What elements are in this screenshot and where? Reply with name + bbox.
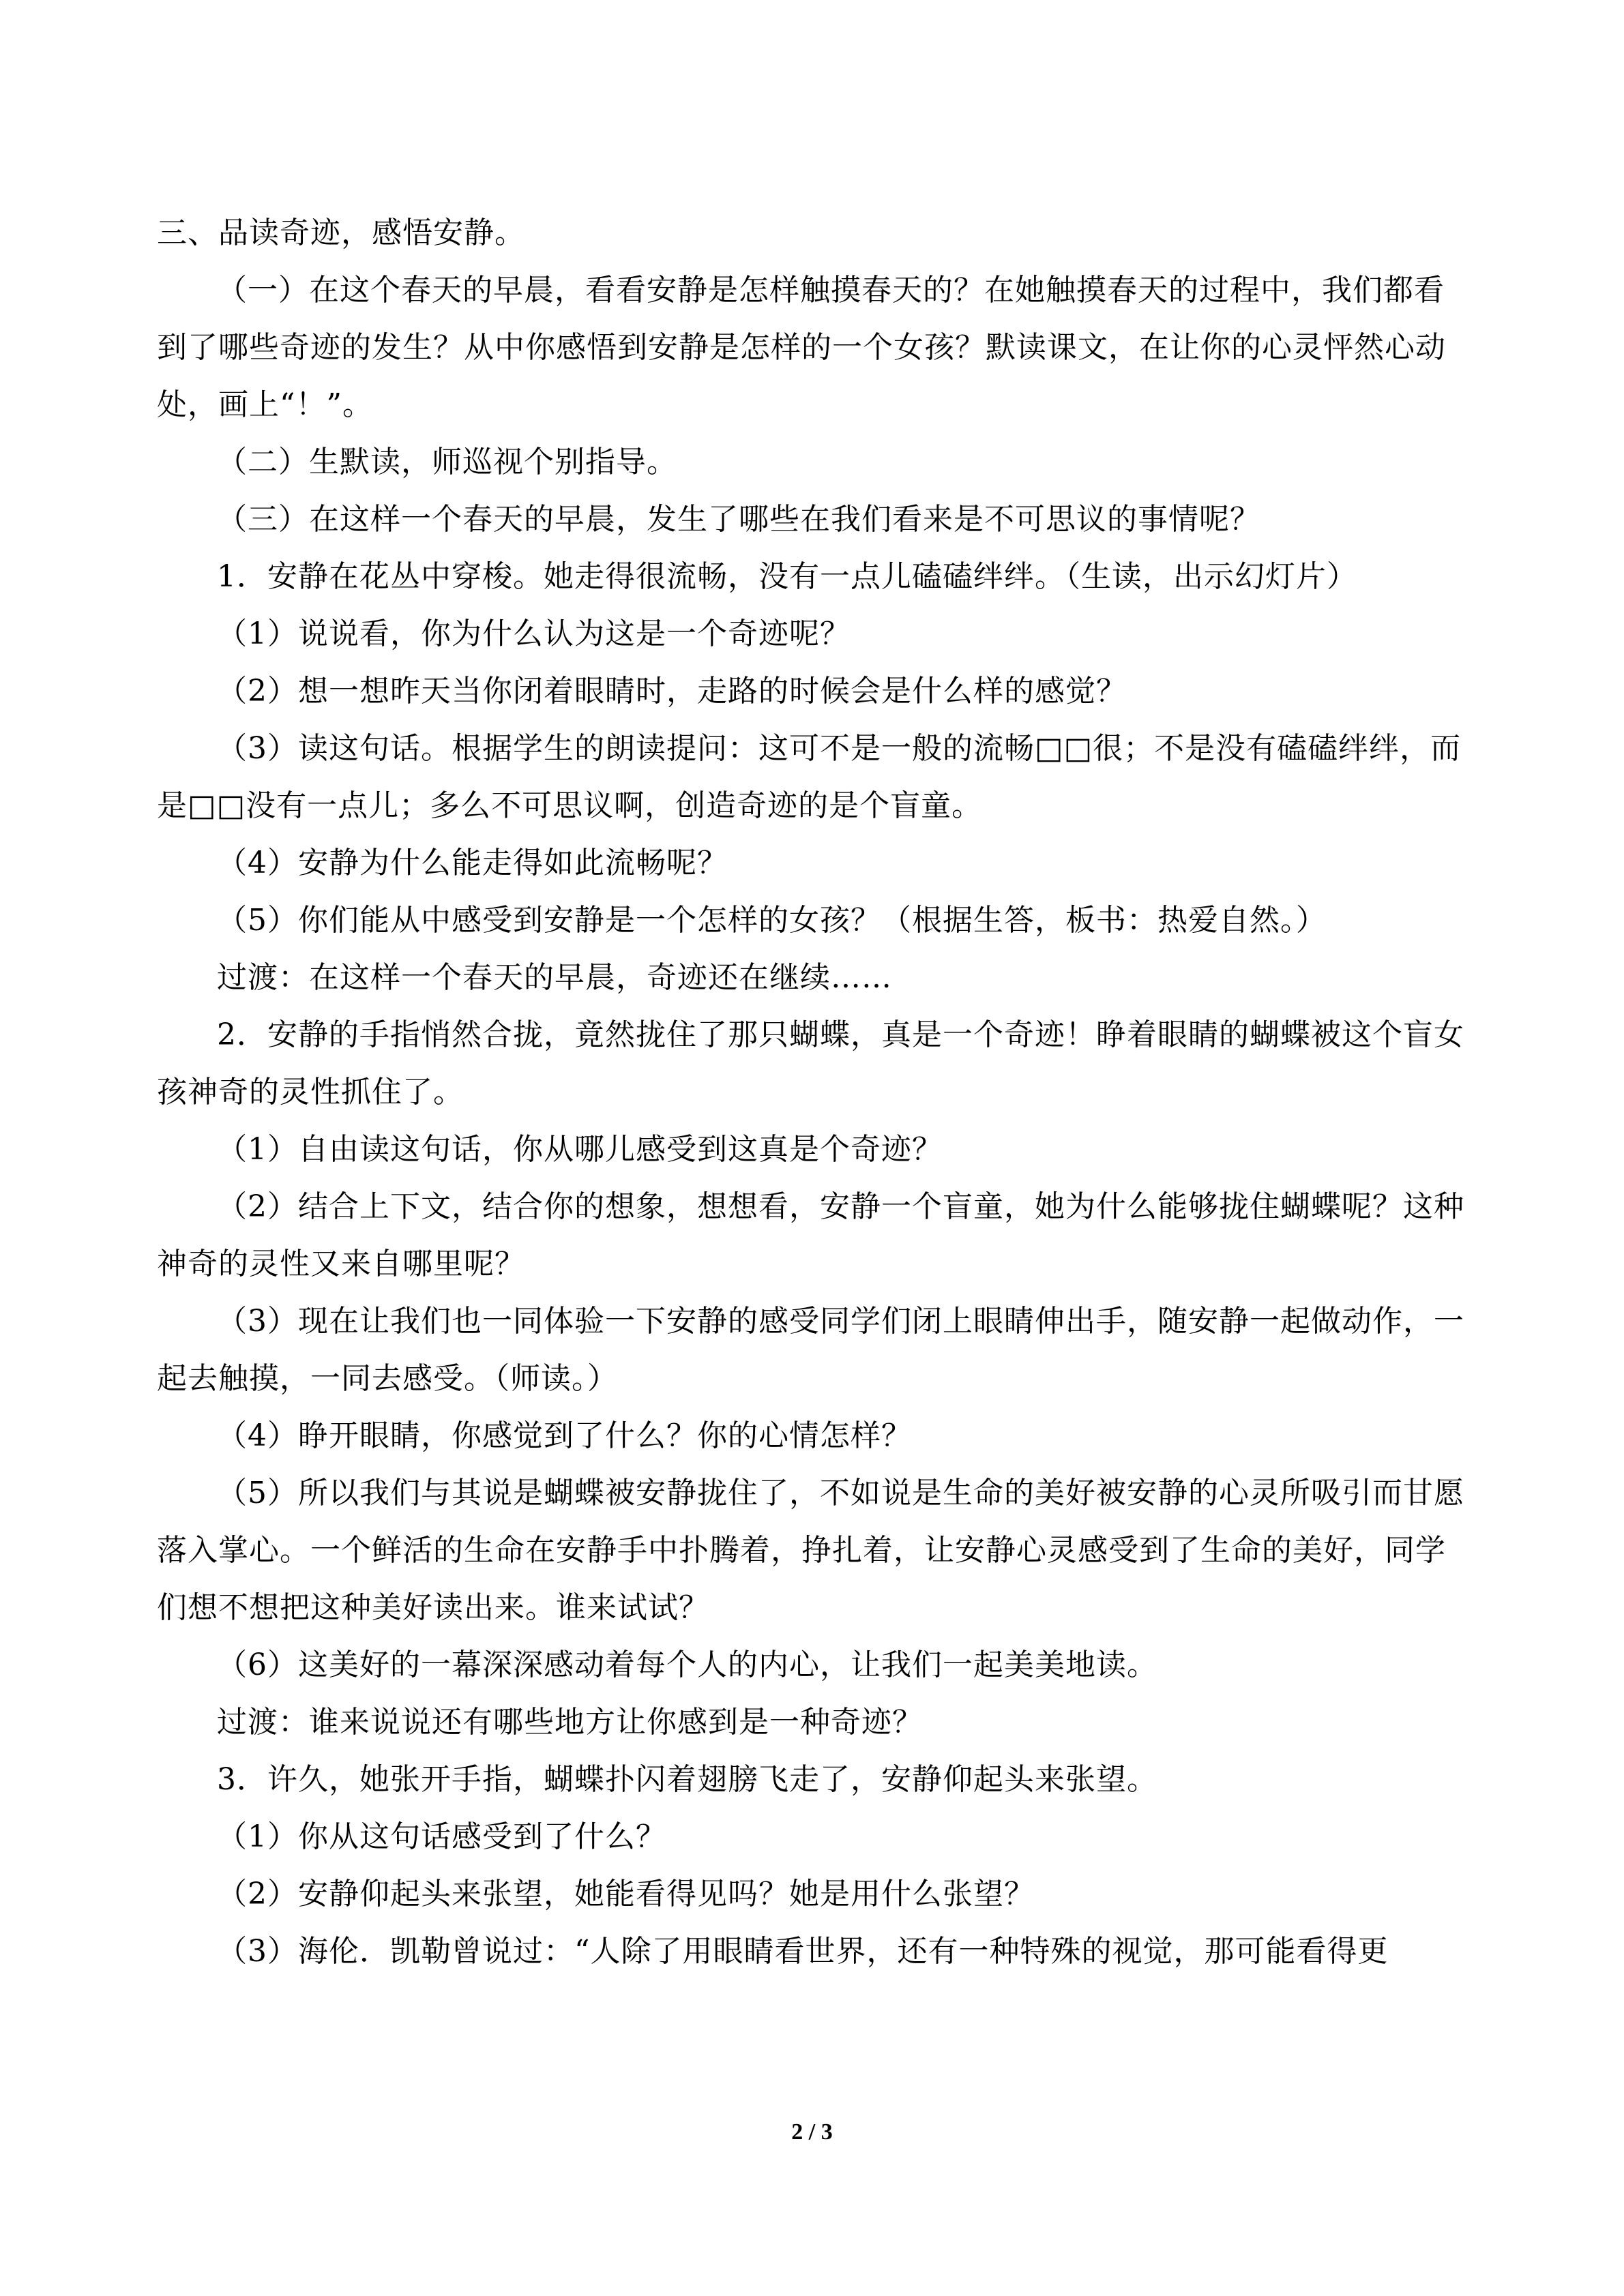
paragraph: （4）安静为什么能走得如此流畅呢？ <box>217 846 728 880</box>
paragraph: （三）在这样一个春天的早晨，发生了哪些在我们看来是不可思议的事情呢？ <box>217 502 1260 537</box>
paragraph: （6）这美好的一幕深深感动着每个人的内心，让我们一起美美地读。 <box>217 1648 1157 1682</box>
document-body <box>157 205 1466 1980</box>
paragraph: （1）自由读这句话，你从哪儿感受到这真是个奇迹？ <box>217 1132 943 1167</box>
paragraph: （3）海伦．凯勒曾说过：“人除了用眼睛看世界，还有一种特殊的视觉，那可能看得更 <box>217 1934 1389 1969</box>
paragraph: （2）想一想昨天当你闭着眼睛时，走路的时候会是什么样的感觉？ <box>217 674 1127 709</box>
paragraph: 3．许久，她张开手指，蝴蝶扑闪着翅膀飞走了，安静仰起头来张望。 <box>217 1762 1157 1797</box>
paragraph: （5）你们能从中感受到安静是一个怎样的女孩？（根据生答，板书：热爱自然。） <box>217 903 1327 938</box>
paragraph: （5）所以我们与其说是蝴蝶被安静拢住了，不如说是生命的美好被安静的心灵所吸引而甘愿落入掌心。一个鲜活的生命在安静手中扑腾着，挣扎着，让安静心灵感受到了生命的美好，同学们想不想把这种美好读出来。谁来试试？ <box>157 1476 1464 1625</box>
paragraph: （2）结合上下文，结合你的想象，想想看，安静一个盲童，她为什么能够拢住蝴蝶呢？这种神奇的灵性又来自哪里呢？ <box>157 1189 1464 1281</box>
section-heading: 三、品读奇迹，感悟安静。 <box>157 215 525 250</box>
paragraph: 过渡：在这样一个春天的早晨，奇迹还在继续…… <box>217 960 892 995</box>
paragraph: （1）说说看，你为什么认为这是一个奇迹呢？ <box>217 616 851 651</box>
paragraph: 1．安静在花丛中穿梭。她走得很流畅，没有一点儿磕磕绊绊。（生读，出示幻灯片） <box>217 559 1357 594</box>
paragraph: （3）读这句话。根据学生的朗读提问：这可不是一般的流畅□□很；不是没有磕磕绊绊，而是□□没有一点儿；多么不可思议啊，创造奇迹的是个盲童。 <box>157 731 1462 823</box>
paragraph: （3）现在让我们也一同体验一下安静的感受同学们闭上眼睛伸出手，随安静一起做动作，一起去触摸，一同去感受。（师读。） <box>157 1304 1464 1396</box>
paragraph: 2．安静的手指悄然合拢，竟然拢住了那只蝴蝶，真是一个奇迹！睁着眼睛的蝴蝶被这个盲女孩神奇的灵性抓住了。 <box>157 1017 1464 1109</box>
paragraph: 过渡：谁来说说还有哪些地方让你感到是一种奇迹？ <box>217 1705 923 1740</box>
paragraph: （二）生默读，师巡视个别指导。 <box>217 445 677 479</box>
paragraph: （1）你从这句话感受到了什么？ <box>217 1819 666 1854</box>
page-number: 2 / 3 <box>791 2119 833 2145</box>
paragraph: （一）在这个春天的早晨，看看安静是怎样触摸春天的？在她触摸春天的过程中，我们都看到了哪些奇迹的发生？从中你感悟到安静是怎样的一个女孩？默读课文，在让你的心灵怦然心动处，画上“！”。 <box>157 273 1446 422</box>
paragraph: （2）安静仰起头来张望，她能看得见吗？她是用什么张望？ <box>217 1877 1035 1911</box>
paragraph: （4）睁开眼睛，你感觉到了什么？你的心情怎样？ <box>217 1418 912 1453</box>
